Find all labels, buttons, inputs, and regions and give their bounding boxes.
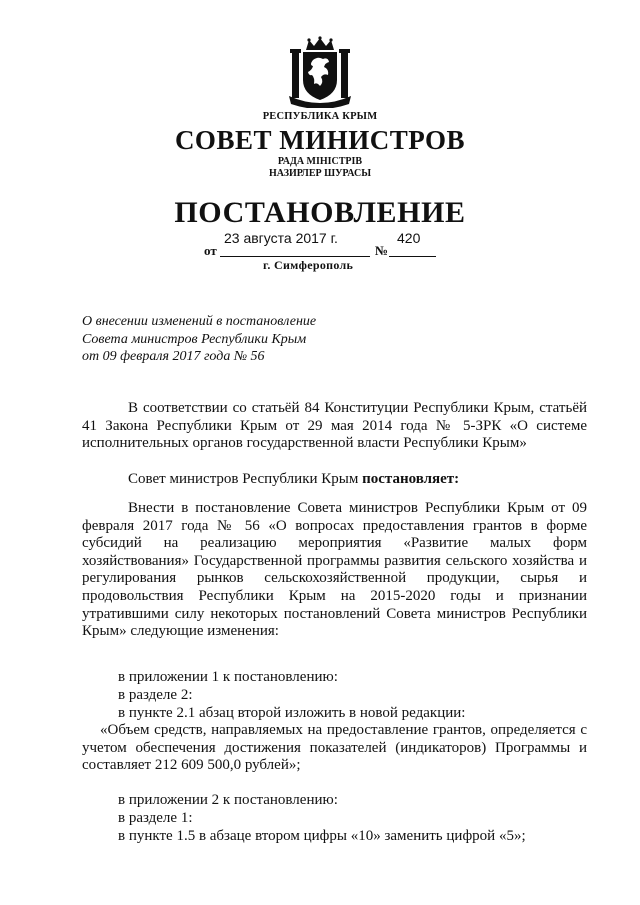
list-item: в приложении 2 к постановлению:: [118, 792, 338, 808]
quoted-text: «Объем средств, направляемых на предоставление грантов, определяется с учетом обеспечения достижения показателей (индикаторов) Программы и составляет 212 609 500,0 рублей»;: [82, 722, 587, 774]
number-label: №: [375, 243, 389, 258]
list-item: в приложении 1 к постановлению:: [118, 669, 338, 685]
decree-paragraph: [82, 471, 587, 489]
list-item: в разделе 2:: [118, 687, 193, 703]
document-title-line: О внесении изменений в постановление: [82, 314, 317, 329]
list-item: в пункте 2.1 абзац второй изложить в новой редакции:: [118, 705, 466, 721]
date-number-row: [204, 232, 436, 258]
council-name-crimean-tatar: НАЗИРЛЕР ШУРАСЫ: [268, 168, 372, 179]
document-title: [82, 313, 316, 366]
crimea-coat-of-arms-icon: [287, 36, 353, 108]
resolution-title: ПОСТАНОВЛЕНИЕ: [174, 196, 466, 229]
list-item: в разделе 1:: [118, 810, 193, 826]
preamble-paragraph: В соответствии со статьёй 84 Конституции Республики Крым, статьёй 41 Закона Республики Крым от 29 мая 2014 года № 5-ЗРК «О системе исполнительных органов государственной власти Республики Крым»: [82, 400, 587, 452]
decree-prefix: Совет министров Республики Крым: [128, 471, 363, 487]
list-item: в пункте 1.5 в абзаце втором цифры «10» заменить цифрой «5»;: [118, 828, 526, 844]
main-paragraph: Внести в постановление Совета министров Республики Крым от 09 февраля 2017 года № 56 «О вопросах предоставления грантов в форме субсидий на реализацию мероприятия «Развитие малых форм хозяйствования» Государственной программы развития сельского хозяйства и регулирования рынков сельскохозяйственной продукции, сырья и продовольствия Республики Крым на 2015-2020 годы и признании утратившими силу некоторых постановлений Совета министров Республики Крым» следующие изменения:: [82, 500, 587, 640]
date-underline: [220, 256, 370, 257]
date-label: от: [204, 243, 217, 258]
resolution-date: 23 августа 2017 г.: [224, 230, 338, 246]
republic-name: РЕСПУБЛИКА КРЫМ: [262, 111, 378, 122]
resolution-number: 420: [397, 230, 421, 246]
document-title-line: от 09 февраля 2017 года № 56: [82, 349, 265, 364]
city: г. Симферополь: [263, 258, 354, 272]
number-underline: [389, 256, 436, 257]
document-title-line: Совета министров Республики Крым: [82, 331, 307, 347]
council-name-ukrainian: РАДА МІНІСТРІВ: [277, 156, 363, 167]
decree-word: постановляет:: [362, 471, 460, 487]
council-name: СОВЕТ МИНИСТРОВ: [174, 125, 466, 155]
